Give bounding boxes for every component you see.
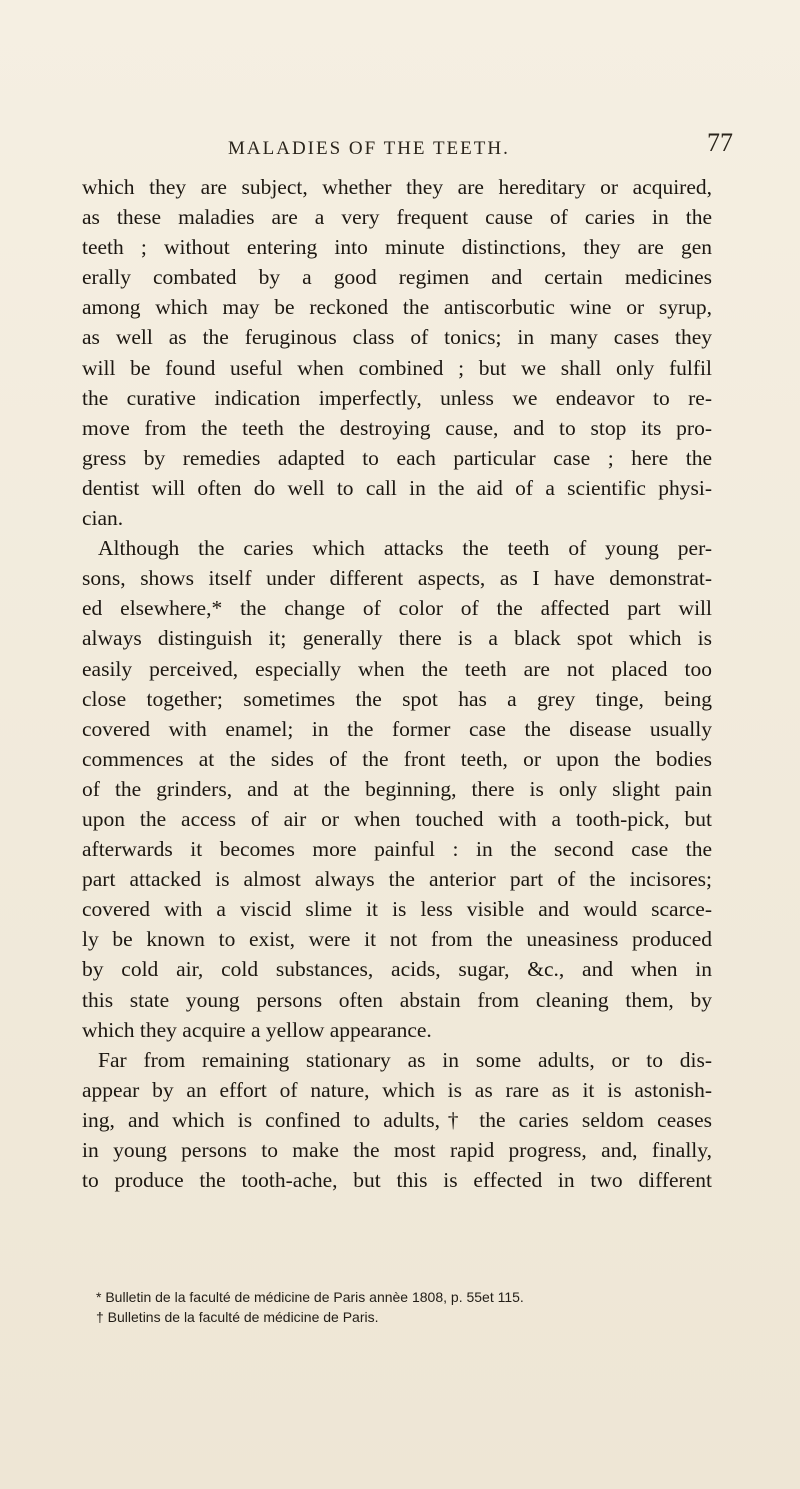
paragraph-start: Far from remaining stationary as in some adults, or to dis- — [98, 1047, 712, 1072]
text-line: in young persons to make the most rapid progress, and, finally, — [82, 1138, 712, 1162]
text-line: erally combated by a good regimen and certain medicines — [82, 265, 712, 290]
text-line: ing, and which is confined to adults,† the caries seldom ceases — [82, 1107, 712, 1132]
text-line: commences at the sides of the front teeth, or upon the bodies — [82, 746, 712, 771]
text-line: gress by remedies adapted to each particular case ; here the — [82, 445, 712, 470]
paragraph-start: Although the caries which attacks the teeth of young per- — [98, 536, 712, 561]
text-line: of the grinders, and at the beginning, there is only slight pain — [82, 776, 712, 801]
footnote: † Bulletins de la faculté de médicine de Paris. — [96, 1309, 379, 1325]
text-line: covered with a viscid slime it is less visible and would scarce- — [82, 897, 712, 922]
text-line: the curative indication imperfectly, unless we endeavor to re- — [82, 385, 712, 410]
text-line: as these maladies are a very frequent cause of caries in the — [82, 205, 712, 230]
text-line: dentist will often do well to call in the aid of a scientific physi- — [82, 475, 712, 500]
text-line: by cold air, cold substances, acids, sugar, &c., and when in — [82, 957, 712, 982]
text-line: move from the teeth the destroying cause, and to stop its pro- — [82, 415, 712, 440]
text-line: which they are subject, whether they are hereditary or acquired, — [82, 175, 712, 199]
text-line: to produce the tooth-ache, but this is effected in two different — [82, 1168, 712, 1193]
text-line: always distinguish it; generally there is a black spot which is — [82, 626, 712, 651]
running-head: MALADIES OF THE TEETH. — [228, 138, 510, 159]
page-number: 77 — [707, 128, 733, 157]
text-line: sons, shows itself under different aspects, as I have demonstrat- — [82, 566, 712, 591]
text-line: as well as the feruginous class of tonics; in many cases they — [82, 325, 712, 350]
text-line: easily perceived, especially when the teeth are not placed too — [82, 656, 712, 681]
text-line: cian. — [82, 506, 124, 531]
text-line: upon the access of air or when touched with a tooth-pick, but — [82, 806, 712, 831]
text-line: ed elsewhere,* the change of color of the affected part will — [82, 596, 712, 621]
footnote: * Bulletin de la faculté de médicine de Paris annèe 1808, p. 55et 115. — [96, 1289, 524, 1305]
text-line: which they acquire a yellow appearance. — [82, 1017, 432, 1042]
body-text — [82, 172, 712, 1195]
text-line: covered with enamel; in the former case the disease usually — [82, 716, 712, 741]
text-line: close together; sometimes the spot has a grey tinge, being — [82, 686, 712, 711]
text-line: will be found useful when combined ; but we shall only fulfil — [82, 355, 712, 380]
footnotes — [96, 1287, 716, 1327]
text-line: teeth ; without entering into minute distinctions, they are gen — [82, 235, 712, 260]
text-line: among which may be reckoned the antiscorbutic wine or syrup, — [82, 295, 712, 320]
text-line: afterwards it becomes more painful : in the second case the — [82, 837, 712, 862]
text-line: part attacked is almost always the anterior part of the incisores; — [82, 867, 712, 892]
text-line: appear by an effort of nature, which is as rare as it is astonish- — [82, 1077, 712, 1102]
text-line: this state young persons often abstain from cleaning them, by — [82, 987, 712, 1012]
text-line: ly be known to exist, were it not from the uneasiness produced — [82, 927, 712, 952]
